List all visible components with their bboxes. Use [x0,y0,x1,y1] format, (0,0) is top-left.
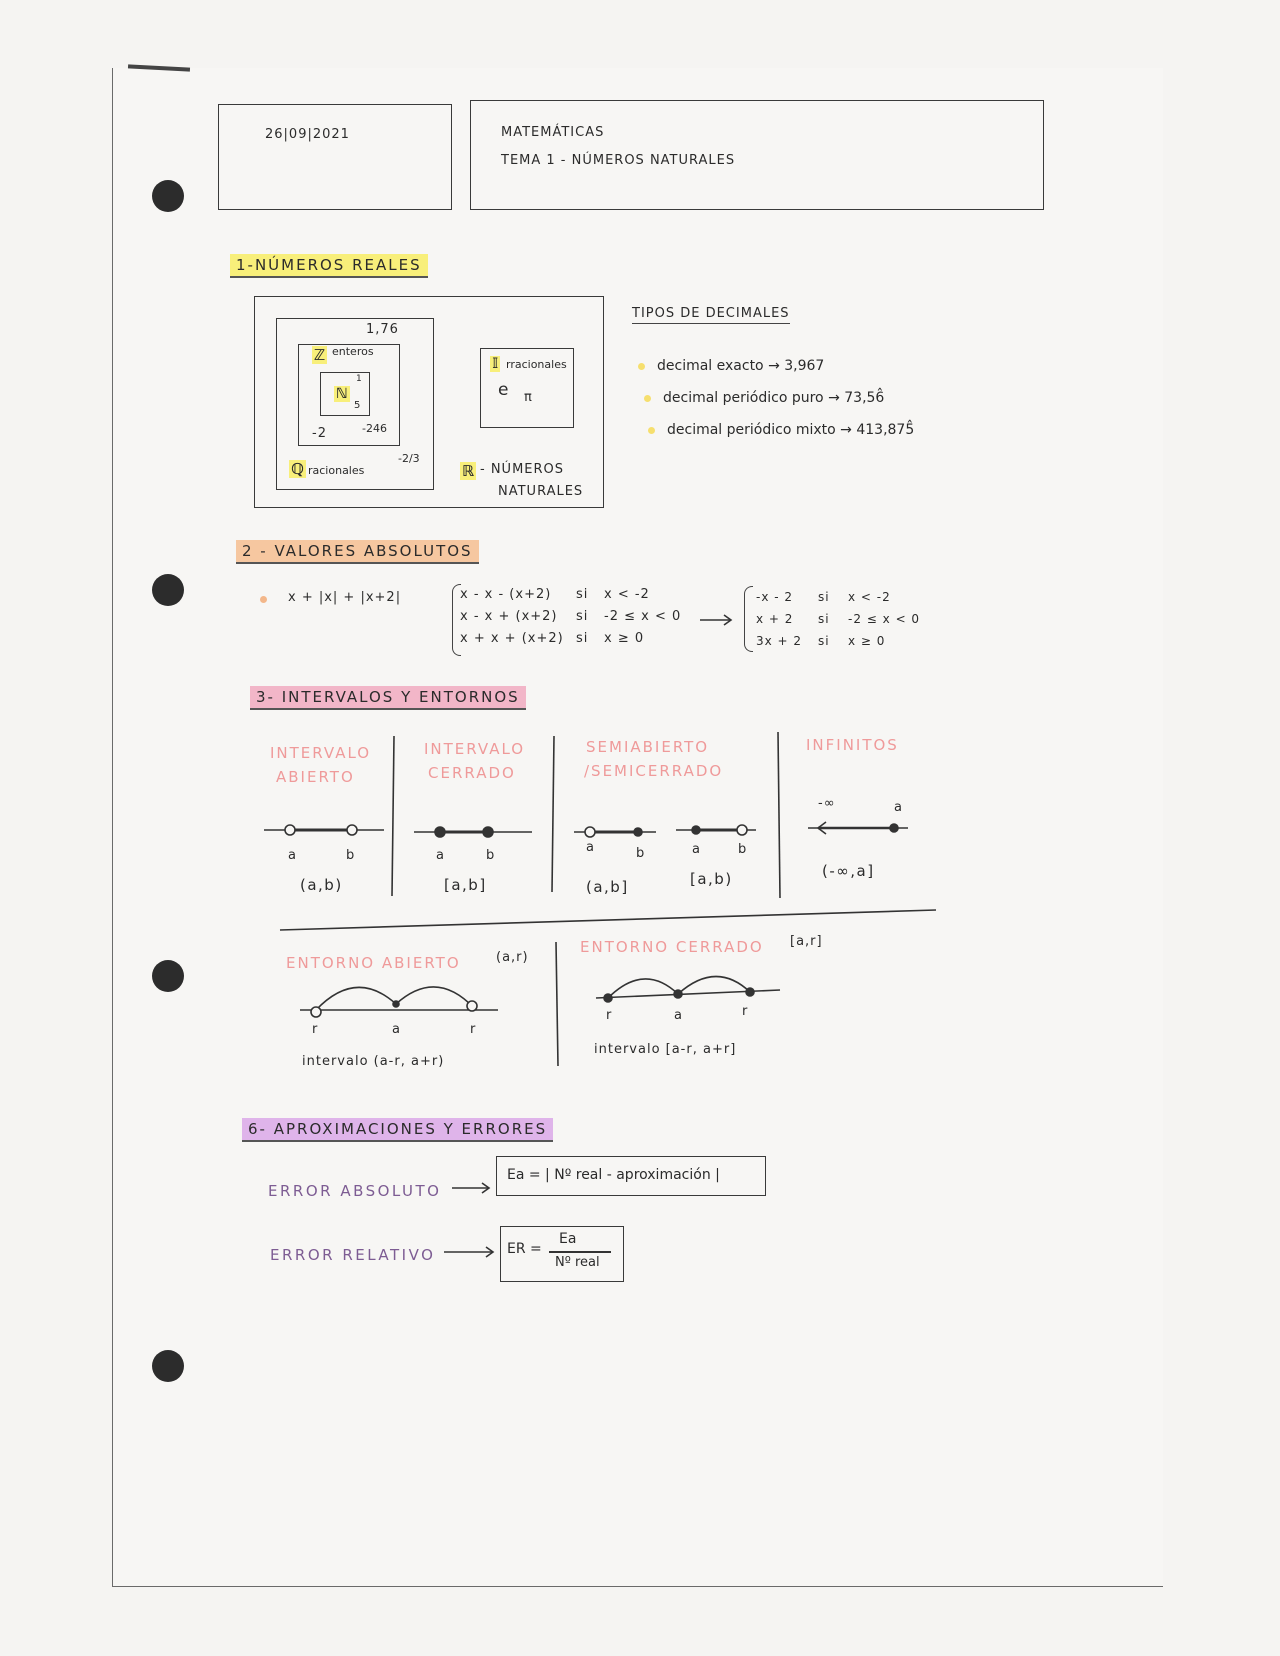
divider [552,736,554,892]
section2-title: 2 - VALORES ABSOLUTOS [236,540,479,564]
section6-title: 6- APROXIMACIONES Y ERRORES [242,1118,553,1142]
case-expr: x + x + (x+2) [460,631,564,646]
error-relativo-lhs: ER = [507,1241,542,1257]
reales-label-2: NATURALES [498,484,584,499]
decimal-text: decimal periódico mixto → 413,875̂ [667,422,915,438]
entorno-label: r [312,1022,319,1037]
case-cond: -2 ≤ x < 0 [604,609,682,624]
case-si: si [576,587,589,602]
entorno-label: r [606,1008,613,1023]
case-si: si [818,590,830,604]
closed-endpoint [746,988,754,996]
subject-text: MATEMÁTICAS [501,125,605,140]
case-cond: x < -2 [848,590,891,604]
divider [392,736,394,896]
open-endpoint [737,825,747,835]
naturales-symbol: ℕ [336,386,348,402]
notation-abierto: (a,b) [300,876,343,894]
reales-label-1: - NÚMEROS [480,462,565,477]
case-si: si [818,612,830,626]
error-relativo-numerator: Ea [559,1231,577,1247]
decimal-text: decimal periódico puro → 73,56̂ [663,390,885,406]
open-endpoint [467,1001,477,1011]
col-infinitos-h1: INFINITOS [806,736,899,754]
entorno-label: r [470,1022,477,1037]
closed-endpoint [634,828,642,836]
case-cond: x < -2 [604,587,650,602]
value-minus246: -246 [362,422,387,435]
topic-text: TEMA 1 - NÚMEROS NATURALES [501,153,736,168]
arc [396,987,474,1008]
closed-endpoint [890,824,898,832]
divider [778,732,780,898]
closed-endpoint [674,990,682,998]
center-point [393,1001,399,1007]
label-a: a [586,840,595,855]
label-a: a [436,848,445,863]
label-a: a [894,800,903,815]
enteros-label: enteros [332,345,374,358]
irr-pi: π [524,390,532,405]
entorno-label: r [742,1004,749,1019]
divider [556,942,558,1066]
col-semi-h2: /SEMICERRADO [584,762,724,780]
reales-symbol: ℝ [462,462,475,480]
notation-semi-2: [a,b) [690,870,733,888]
value-frac: -2/3 [398,452,420,465]
closed-endpoint [483,827,493,837]
case-expr: x - x - (x+2) [460,587,552,602]
racionales-label: racionales [308,464,365,477]
col-cerrado-h2: CERRADO [428,764,516,782]
case-expr: -x - 2 [756,590,794,604]
label-b: b [738,842,748,857]
naturales-value-1: 1 [356,374,362,384]
closed-endpoint [692,826,700,834]
abs-expression: x + |x| + |x+2| [288,590,402,605]
case-cond: x ≥ 0 [604,631,645,646]
entorno-label: a [674,1008,683,1023]
open-endpoint [585,827,595,837]
col-abierto-h1: INTERVALO [270,744,372,762]
case-si: si [576,631,589,646]
irr-e: e [498,380,509,400]
error-relativo-denominator: Nº real [555,1255,600,1270]
error-absoluto-label: ERROR ABSOLUTO [268,1182,442,1200]
notation-semi-1: (a,b] [586,878,629,896]
entorno-abierto-title: ENTORNO ABIERTO [286,954,461,972]
label-minus-inf: -∞ [818,796,836,811]
case-cond: -2 ≤ x < 0 [848,612,921,626]
entorno-label: a [392,1022,401,1037]
naturales-value-5: 5 [354,400,361,411]
section3-title: 3- INTERVALOS Y ENTORNOS [250,686,526,710]
entorno-cerrado-symbol: [a,r] [790,934,823,949]
arc [316,987,396,1010]
case-si: si [576,609,589,624]
col-cerrado-h1: INTERVALO [424,740,526,758]
error-absoluto-formula: Ea = | Nº real - aproximación | [507,1167,720,1183]
case-expr: x + 2 [756,612,794,626]
col-semi-h1: SEMIABIERTO [586,738,710,756]
entorno-abierto-interval: intervalo (a-r, a+r) [302,1054,445,1069]
enteros-symbol: ℤ [314,346,326,364]
error-relativo-label: ERROR RELATIVO [270,1246,436,1264]
notation-cerrado: [a,b] [444,876,487,894]
label-b: b [636,846,646,861]
label-b: b [486,848,496,863]
entorno-abierto-symbol: (a,r) [496,950,529,965]
case-expr: x - x + (x+2) [460,609,558,624]
case-si: si [818,634,830,648]
decimal-text: decimal exacto → 3,967 [657,358,825,374]
label-a: a [288,848,297,863]
open-endpoint [285,825,295,835]
divider [280,910,936,930]
open-endpoint [311,1007,321,1017]
closed-endpoint [604,994,612,1002]
value-minus2: -2 [312,426,327,441]
label-b: b [346,848,356,863]
decimales-title: TIPOS DE DECIMALES [632,306,790,324]
entorno-cerrado-title: ENTORNO CERRADO [580,938,764,956]
label-a: a [692,842,701,857]
case-cond: x ≥ 0 [848,634,886,648]
case-expr: 3x + 2 [756,634,803,648]
entorno-cerrado-interval: intervalo [a-r, a+r] [594,1042,737,1057]
value-176: 1,76 [366,322,399,337]
closed-endpoint [435,827,445,837]
irracionales-symbol: 𝕀 [492,356,499,372]
section1-title: 1-NÚMEROS REALES [230,254,428,278]
racionales-symbol: ℚ [291,460,304,478]
date-text: 26|09|2021 [265,127,350,142]
notation-infinito: (-∞,a] [822,862,875,880]
open-endpoint [347,825,357,835]
col-abierto-h2: ABIERTO [276,768,355,786]
irracionales-label: rracionales [506,358,567,371]
